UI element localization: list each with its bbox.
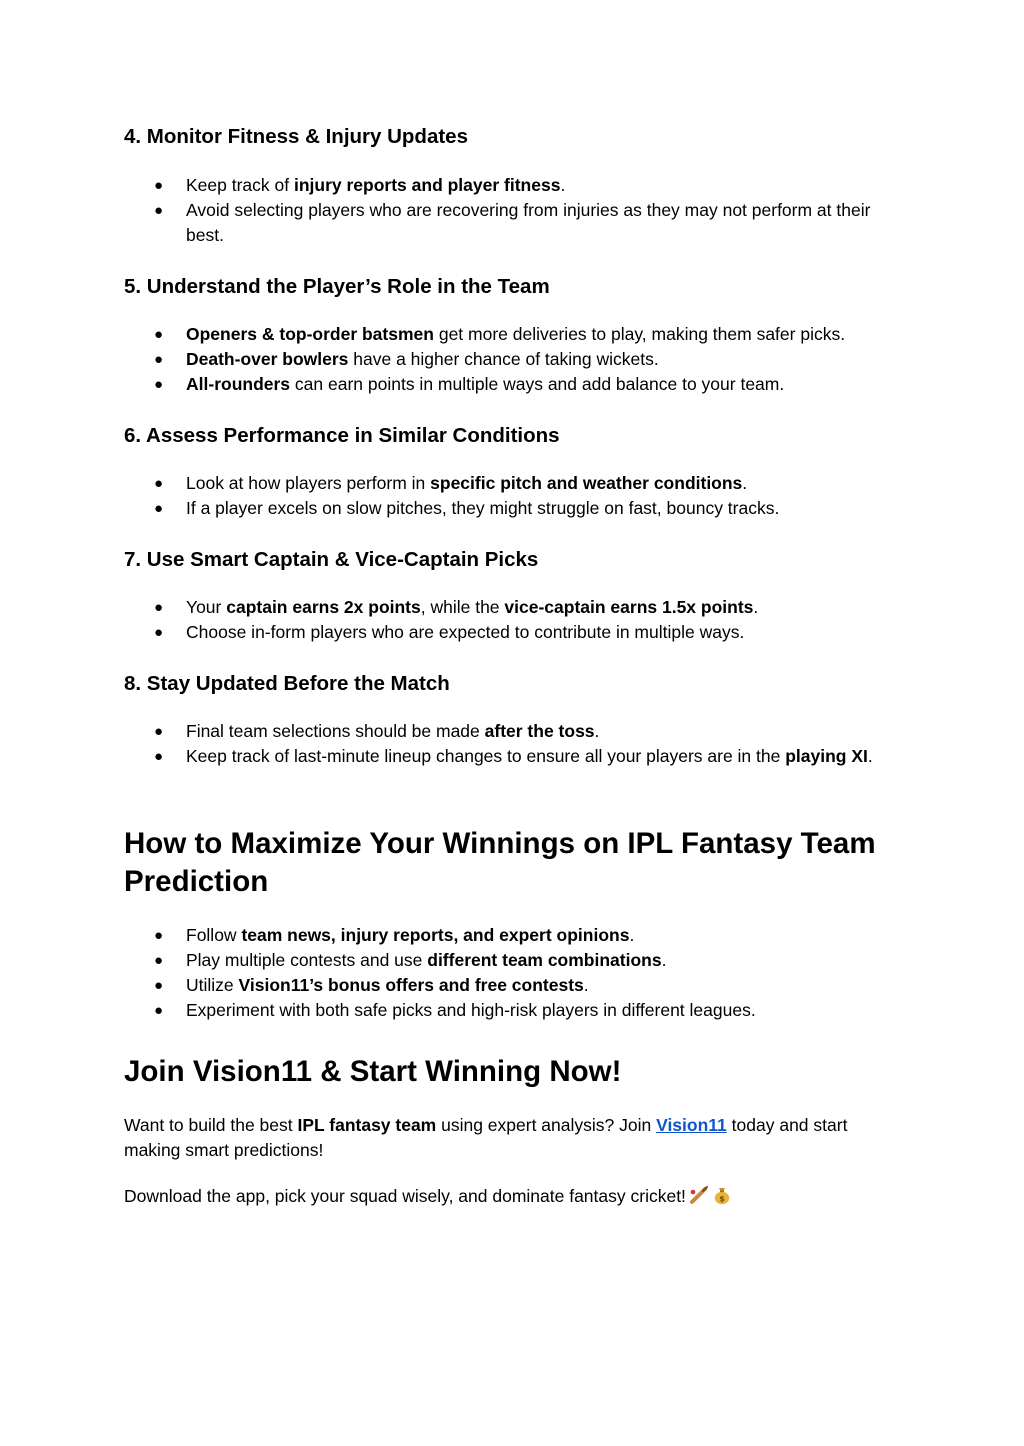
section-6-list — [124, 471, 904, 521]
maximize-heading: How to Maximize Your Winnings on IPL Fantasy Team Prediction — [124, 827, 876, 898]
download-paragraph: Download the app, pick your squad wisely, and dominate fantasy cricket! $ — [124, 1184, 884, 1209]
join-heading: Join Vision11 & Start Winning Now! — [124, 1055, 622, 1088]
maximize-list — [124, 923, 904, 1023]
section-heading-4: 4. Monitor Fitness & Injury Updates — [124, 125, 468, 148]
bullet-dot: ● — [154, 927, 164, 944]
list-item: ● Look at how players perform in specific pitch and weather conditions. — [124, 471, 904, 496]
list-item: ● Choose in-form players who are expected to contribute in multiple ways. — [124, 620, 904, 645]
list-item: ● Keep track of injury reports and player fitness. — [124, 173, 904, 198]
list-item: ● Openers & top-order batsmen get more deliveries to play, making them safer picks. — [124, 322, 904, 347]
list-item: ● All-rounders can earn points in multiple ways and add balance to your team. — [124, 372, 904, 397]
section-heading-8: 8. Stay Updated Before the Match — [124, 672, 450, 695]
list-item: ● Death-over bowlers have a higher chance of taking wickets. — [124, 347, 904, 372]
section-heading-7: 7. Use Smart Captain & Vice-Captain Picks — [124, 548, 539, 571]
section-heading-5: 5. Understand the Player’s Role in the Team — [124, 275, 550, 298]
bullet-dot: ● — [154, 952, 164, 969]
bullet-dot: ● — [154, 376, 164, 393]
bullet-dot: ● — [154, 624, 164, 641]
section-heading-6: 6. Assess Performance in Similar Conditions — [124, 424, 560, 447]
list-item: ● Follow team news, injury reports, and expert opinions. — [124, 923, 904, 948]
vision11-link[interactable]: Vision11 — [656, 1115, 727, 1135]
list-item: ● Experiment with both safe picks and high-risk players in different leagues. — [124, 998, 904, 1023]
bullet-dot: ● — [154, 351, 164, 368]
list-item: ● Keep track of last-minute lineup changes to ensure all your players are in the playing XI. — [124, 744, 904, 769]
money-bag-icon — [712, 1185, 732, 1205]
bullet-dot: ● — [154, 1002, 164, 1019]
section-4-list — [124, 173, 904, 248]
svg-text:$: $ — [719, 1194, 725, 1204]
bullet-dot: ● — [154, 475, 164, 492]
bullet-dot: ● — [154, 977, 164, 994]
list-item: ● Utilize Vision11’s bonus offers and free contests. — [124, 973, 904, 998]
section-5-list — [124, 322, 904, 397]
bullet-dot: ● — [154, 177, 164, 194]
list-item: ● Play multiple contests and use different team combinations. — [124, 948, 904, 973]
list-item: ● Final team selections should be made after the toss. — [124, 719, 904, 744]
bullet-dot: ● — [154, 748, 164, 765]
list-item: ● Your captain earns 2x points, while the vice-captain earns 1.5x points. — [124, 595, 904, 620]
list-item: ● If a player excels on slow pitches, they might struggle on fast, bouncy tracks. — [124, 496, 904, 521]
list-item: ● Avoid selecting players who are recovering from injuries as they may not perform at their best. — [154, 200, 871, 245]
bullet-dot: ● — [154, 202, 164, 219]
join-paragraph: Want to build the best IPL fantasy team using expert analysis? Join Vision11 today and start making smart predictions! — [124, 1115, 848, 1160]
cricket-bat-icon — [689, 1185, 709, 1205]
bullet-dot: ● — [154, 500, 164, 517]
bullet-dot: ● — [154, 599, 164, 616]
section-8-list — [124, 719, 904, 769]
bullet-dot: ● — [154, 723, 164, 740]
section-7-list — [124, 595, 904, 645]
bullet-dot: ● — [154, 326, 164, 343]
